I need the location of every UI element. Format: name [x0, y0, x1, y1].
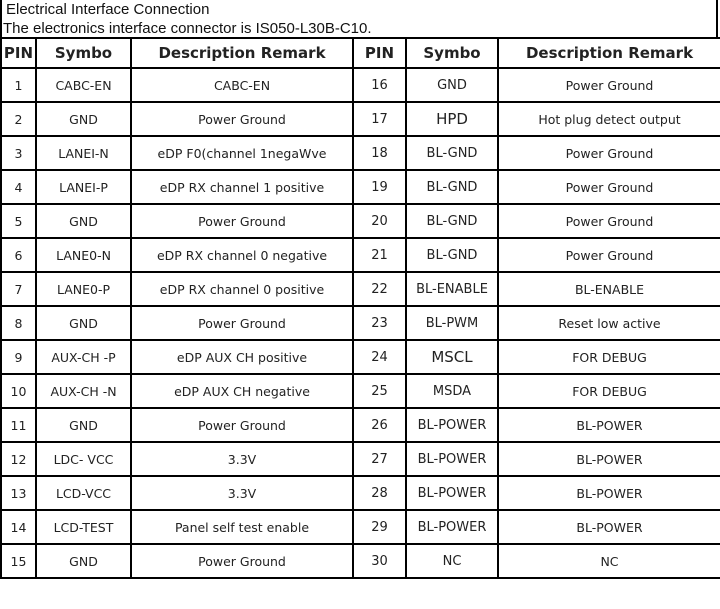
symbol-cell: LANEI-P — [36, 170, 131, 204]
description-cell: NC — [498, 544, 720, 578]
pin-cell: 4 — [1, 170, 36, 204]
symbol-cell: GND — [36, 102, 131, 136]
symbol-cell: GND — [36, 306, 131, 340]
description-cell: eDP RX channel 0 negative — [131, 238, 353, 272]
pin-cell: 13 — [1, 476, 36, 510]
table-row — [1, 272, 720, 306]
pin-cell: 29 — [353, 510, 406, 544]
description-cell: Power Ground — [131, 102, 353, 136]
table-row — [1, 306, 720, 340]
symbol-cell: BL-GND — [406, 170, 498, 204]
header-symbol-2: Symbo — [406, 38, 498, 68]
description-cell: eDP F0(channel 1negaWve — [131, 136, 353, 170]
symbol-cell: HPD — [406, 102, 498, 136]
symbol-cell: BL-POWER — [406, 408, 498, 442]
description-cell: eDP AUX CH negative — [131, 374, 353, 408]
pin-cell: 8 — [1, 306, 36, 340]
symbol-cell: BL-POWER — [406, 510, 498, 544]
pin-table — [0, 37, 720, 579]
symbol-cell: MSDA — [406, 374, 498, 408]
description-cell: CABC-EN — [131, 68, 353, 102]
header-pin: PIN — [1, 38, 36, 68]
description-cell: Hot plug detect output — [498, 102, 720, 136]
symbol-cell: LCD-VCC — [36, 476, 131, 510]
symbol-cell: AUX-CH -N — [36, 374, 131, 408]
pin-cell: 21 — [353, 238, 406, 272]
pin-cell: 1 — [1, 68, 36, 102]
description-cell: Power Ground — [498, 204, 720, 238]
symbol-cell: LCD-TEST — [36, 510, 131, 544]
pin-cell: 22 — [353, 272, 406, 306]
table-row — [1, 510, 720, 544]
pin-cell: 27 — [353, 442, 406, 476]
pin-cell: 5 — [1, 204, 36, 238]
table-row — [1, 442, 720, 476]
table-row — [1, 374, 720, 408]
pin-cell: 18 — [353, 136, 406, 170]
description-cell: Power Ground — [131, 306, 353, 340]
pin-cell: 10 — [1, 374, 36, 408]
description-cell: eDP RX channel 0 positive — [131, 272, 353, 306]
table-row — [1, 408, 720, 442]
pin-cell: 30 — [353, 544, 406, 578]
description-cell: Power Ground — [498, 136, 720, 170]
symbol-cell: LDC- VCC — [36, 442, 131, 476]
description-cell: 3.3V — [131, 442, 353, 476]
description-cell: eDP RX channel 1 positive — [131, 170, 353, 204]
pin-cell: 25 — [353, 374, 406, 408]
pin-cell: 14 — [1, 510, 36, 544]
pin-cell: 19 — [353, 170, 406, 204]
table-row — [1, 68, 720, 102]
header-pin-2: PIN — [353, 38, 406, 68]
description-cell: Power Ground — [131, 544, 353, 578]
symbol-cell: LANE0-N — [36, 238, 131, 272]
table-row — [1, 170, 720, 204]
pin-cell: 26 — [353, 408, 406, 442]
symbol-cell: BL-PWM — [406, 306, 498, 340]
description-cell: BL-POWER — [498, 510, 720, 544]
symbol-cell: BL-GND — [406, 204, 498, 238]
description-cell: Power Ground — [131, 204, 353, 238]
pin-cell: 20 — [353, 204, 406, 238]
pin-cell: 12 — [1, 442, 36, 476]
document-subtitle: The electronics interface connector is IS050-L30B-C10. — [3, 20, 372, 37]
description-cell: Reset low active — [498, 306, 720, 340]
pin-cell: 28 — [353, 476, 406, 510]
pin-cell: 24 — [353, 340, 406, 374]
description-cell: FOR DEBUG — [498, 374, 720, 408]
description-cell: eDP AUX CH positive — [131, 340, 353, 374]
table-row — [1, 544, 720, 578]
pin-cell: 7 — [1, 272, 36, 306]
description-cell: 3.3V — [131, 476, 353, 510]
symbol-cell: LANE0-P — [36, 272, 131, 306]
description-cell: BL-ENABLE — [498, 272, 720, 306]
pin-cell: 15 — [1, 544, 36, 578]
description-cell: Power Ground — [498, 238, 720, 272]
table-row — [1, 136, 720, 170]
table-row — [1, 238, 720, 272]
pin-cell: 17 — [353, 102, 406, 136]
symbol-cell: CABC-EN — [36, 68, 131, 102]
pin-cell: 23 — [353, 306, 406, 340]
description-cell: Power Ground — [498, 68, 720, 102]
header-description: Description Remark — [131, 38, 353, 68]
pin-cell: 9 — [1, 340, 36, 374]
pin-cell: 16 — [353, 68, 406, 102]
pin-cell: 6 — [1, 238, 36, 272]
symbol-cell: BL-POWER — [406, 476, 498, 510]
symbol-cell: AUX-CH -P — [36, 340, 131, 374]
table-row — [1, 102, 720, 136]
symbol-cell: LANEI-N — [36, 136, 131, 170]
header-description-2: Description Remark — [498, 38, 720, 68]
pin-cell: 11 — [1, 408, 36, 442]
description-cell: BL-POWER — [498, 442, 720, 476]
symbol-cell: BL-GND — [406, 238, 498, 272]
symbol-cell: GND — [406, 68, 498, 102]
table-row — [1, 204, 720, 238]
description-cell: Panel self test enable — [131, 510, 353, 544]
symbol-cell: BL-ENABLE — [406, 272, 498, 306]
symbol-cell: GND — [36, 544, 131, 578]
symbol-cell: GND — [36, 408, 131, 442]
header-symbol: Symbo — [36, 38, 131, 68]
table-header-row — [1, 38, 720, 68]
table-row — [1, 340, 720, 374]
pin-cell: 3 — [1, 136, 36, 170]
description-cell: Power Ground — [131, 408, 353, 442]
document-title: Electrical Interface Connection — [6, 1, 210, 18]
symbol-cell: BL-GND — [406, 136, 498, 170]
symbol-cell: BL-POWER — [406, 442, 498, 476]
description-cell: BL-POWER — [498, 408, 720, 442]
description-cell: FOR DEBUG — [498, 340, 720, 374]
pin-cell: 2 — [1, 102, 36, 136]
symbol-cell: MSCL — [406, 340, 498, 374]
description-cell: BL-POWER — [498, 476, 720, 510]
description-cell: Power Ground — [498, 170, 720, 204]
table-row — [1, 476, 720, 510]
symbol-cell: GND — [36, 204, 131, 238]
symbol-cell: NC — [406, 544, 498, 578]
